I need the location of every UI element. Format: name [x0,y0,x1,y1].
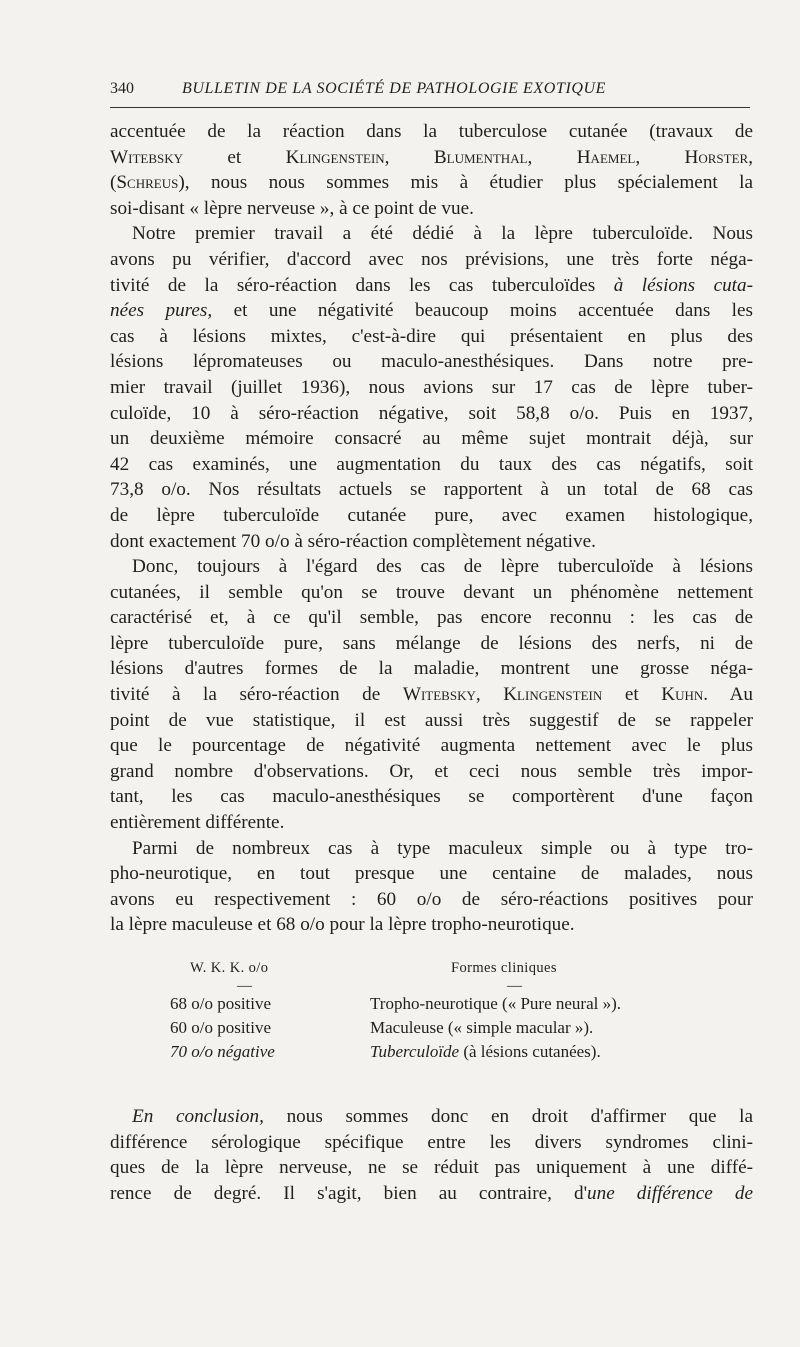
table-dash: — [507,978,522,994]
author-name: Klingenstein, [285,146,390,168]
author-name: Horster, [684,146,754,168]
text: tivité à la séro-réaction de [110,684,381,706]
line: de lèpre tuberculoïde cutanée pure, avec examen histologique, [110,504,753,526]
line: caractérisé et, à ce qu'il semble, pas encore reconnu : les cas de [110,607,753,629]
line: 42 cas examinés, une augmentation du taux des cas négatifs, soit [110,453,753,475]
italic-text: En conclusion, [132,1106,264,1127]
line: cas à lésions mixtes, c'est-à-dire qui présentaient en plus des [110,325,753,347]
line [110,1104,753,1130]
author-name: Blumenthal, [433,146,533,168]
author-name: Kuhn. [661,684,709,706]
line: 73,8 o/o. Nos résultats actuels se rapportent à un total de 68 cas [110,479,753,501]
line: culoïde, 10 à séro-réaction négative, soit 58,8 o/o. Puis en 1937, [110,402,753,424]
line [110,682,753,708]
text: nous sommes donc en droit d'affirmer que la [286,1106,754,1127]
table-cell: Maculeuse (« simple macular »). [370,1018,594,1037]
line: cutanées, il semble qu'on se trouve devant un phénomène nettement [110,581,753,603]
line [110,145,753,171]
table-dash: — [237,978,252,994]
line: dont exactement 70 o/o à séro-réaction complètement négative. [110,530,596,552]
table-cell: 68 o/o positive [170,994,272,1013]
journal-title: BULLETIN DE LA SOCIÉTÉ DE PATHOLOGIE EXOTIQUE [182,80,607,97]
author-name: Witebsky, [402,684,481,706]
line: un deuxième mémoire consacré au même sujet montrait déjà, sur [110,428,753,450]
page-number: 340 [110,80,134,97]
line [110,273,753,299]
line: différence sérologique spécifique entre les divers syndromes clini- [110,1131,753,1153]
author-name: Witebsky [110,146,183,168]
table-cell: 70 o/o négative [170,1042,275,1061]
text: tivité de la séro-réaction dans les cas tuberculoïdes [110,274,596,296]
text: ), nous nous sommes mis à étudier plus spécialement la [178,172,753,194]
header-rule [110,107,750,108]
line: avons pu vérifier, d'accord avec nos prévisions, une très forte néga- [110,248,753,270]
text: rence de degré. Il s'agit, bien au contraire, d' [110,1182,588,1204]
table-cell [370,1040,601,1064]
line: ques de la lèpre nerveuse, ne se réduit pas uniquement à une diffé- [110,1157,753,1179]
line [110,1181,753,1207]
text: (à lésions cutanées). [459,1042,601,1061]
line: lèpre tuberculoïde pure, sans mélange de lésions des nerfs, ni de [110,632,753,654]
line: grand nombre d'observations. Or, et ceci nous semble très impor- [110,760,753,782]
table-header-clinical-forms: Formes cliniques [451,960,557,976]
line: Notre premier travail a été dédié à la lèpre tuberculoïde. Nous [132,223,753,245]
paragraph-3 [110,554,753,836]
author-name: Klingenstein [503,684,603,706]
line: la lèpre maculeuse et 68 o/o pour la lèpre tropho-neurotique. [110,914,575,936]
paragraph-2 [110,221,753,554]
table-cell: 60 o/o positive [170,1018,272,1037]
author-name: Haemel, [576,146,641,168]
conclusion-paragraph [110,1104,753,1206]
line: Donc, toujours à l'égard des cas de lèpre tuberculoïde à lésions [132,556,753,578]
line: mier travail (juillet 1936), nous avions sur 17 cas de lèpre tuber- [110,376,753,398]
line: lésions d'autres formes de la maladie, montrent une grosse néga- [110,658,753,680]
text: et [227,146,242,168]
line: (Schreus), nous nous sommes mis à étudier plus spécialement la [110,172,753,194]
line: que le pourcentage de négativité augmenta nettement avec le plus [110,735,753,757]
italic-text: nées pures, [110,300,213,322]
line: Parmi de nombreux cas à type maculeux simple ou à type tro- [132,837,753,859]
line: avons eu respectivement : 60 o/o de séro-réactions positives pour [110,888,753,910]
italic-text: à lésions cuta- [613,274,753,296]
line: tant, les cas maculo-anesthésiques se comportèrent d'une façon [110,786,753,808]
text: Au [729,684,754,706]
text: et une négativité beaucoup moins accentuée dans les [233,300,754,322]
line: accentuée de la réaction dans la tuberculose cutanée (travaux de [110,121,753,142]
line: entièrement différente. [110,812,285,834]
line: lésions lépromateuses ou maculo-anesthésiques. Dans notre pre- [110,351,753,373]
author-name: Schreus [116,172,179,194]
italic-text: Tuberculoïde [370,1042,460,1061]
paragraph-1 [110,119,753,221]
table-cell: Tropho-neurotique (« Pure neural »). [370,994,622,1013]
paragraph-4 [110,836,753,938]
line: soi-disant « lèpre nerveuse », à ce point de vue. [110,197,474,219]
text: et [624,684,639,706]
table-header-serology: W. K. K. o/o [190,960,269,976]
italic-text: une différence de [587,1182,753,1204]
article-body [110,119,753,938]
line [110,298,753,324]
line: pho-neurotique, en tout presque une centaine de malades, nous [110,863,753,885]
line: point de vue statistique, il est aussi très suggestif de se rappeler [110,709,753,731]
